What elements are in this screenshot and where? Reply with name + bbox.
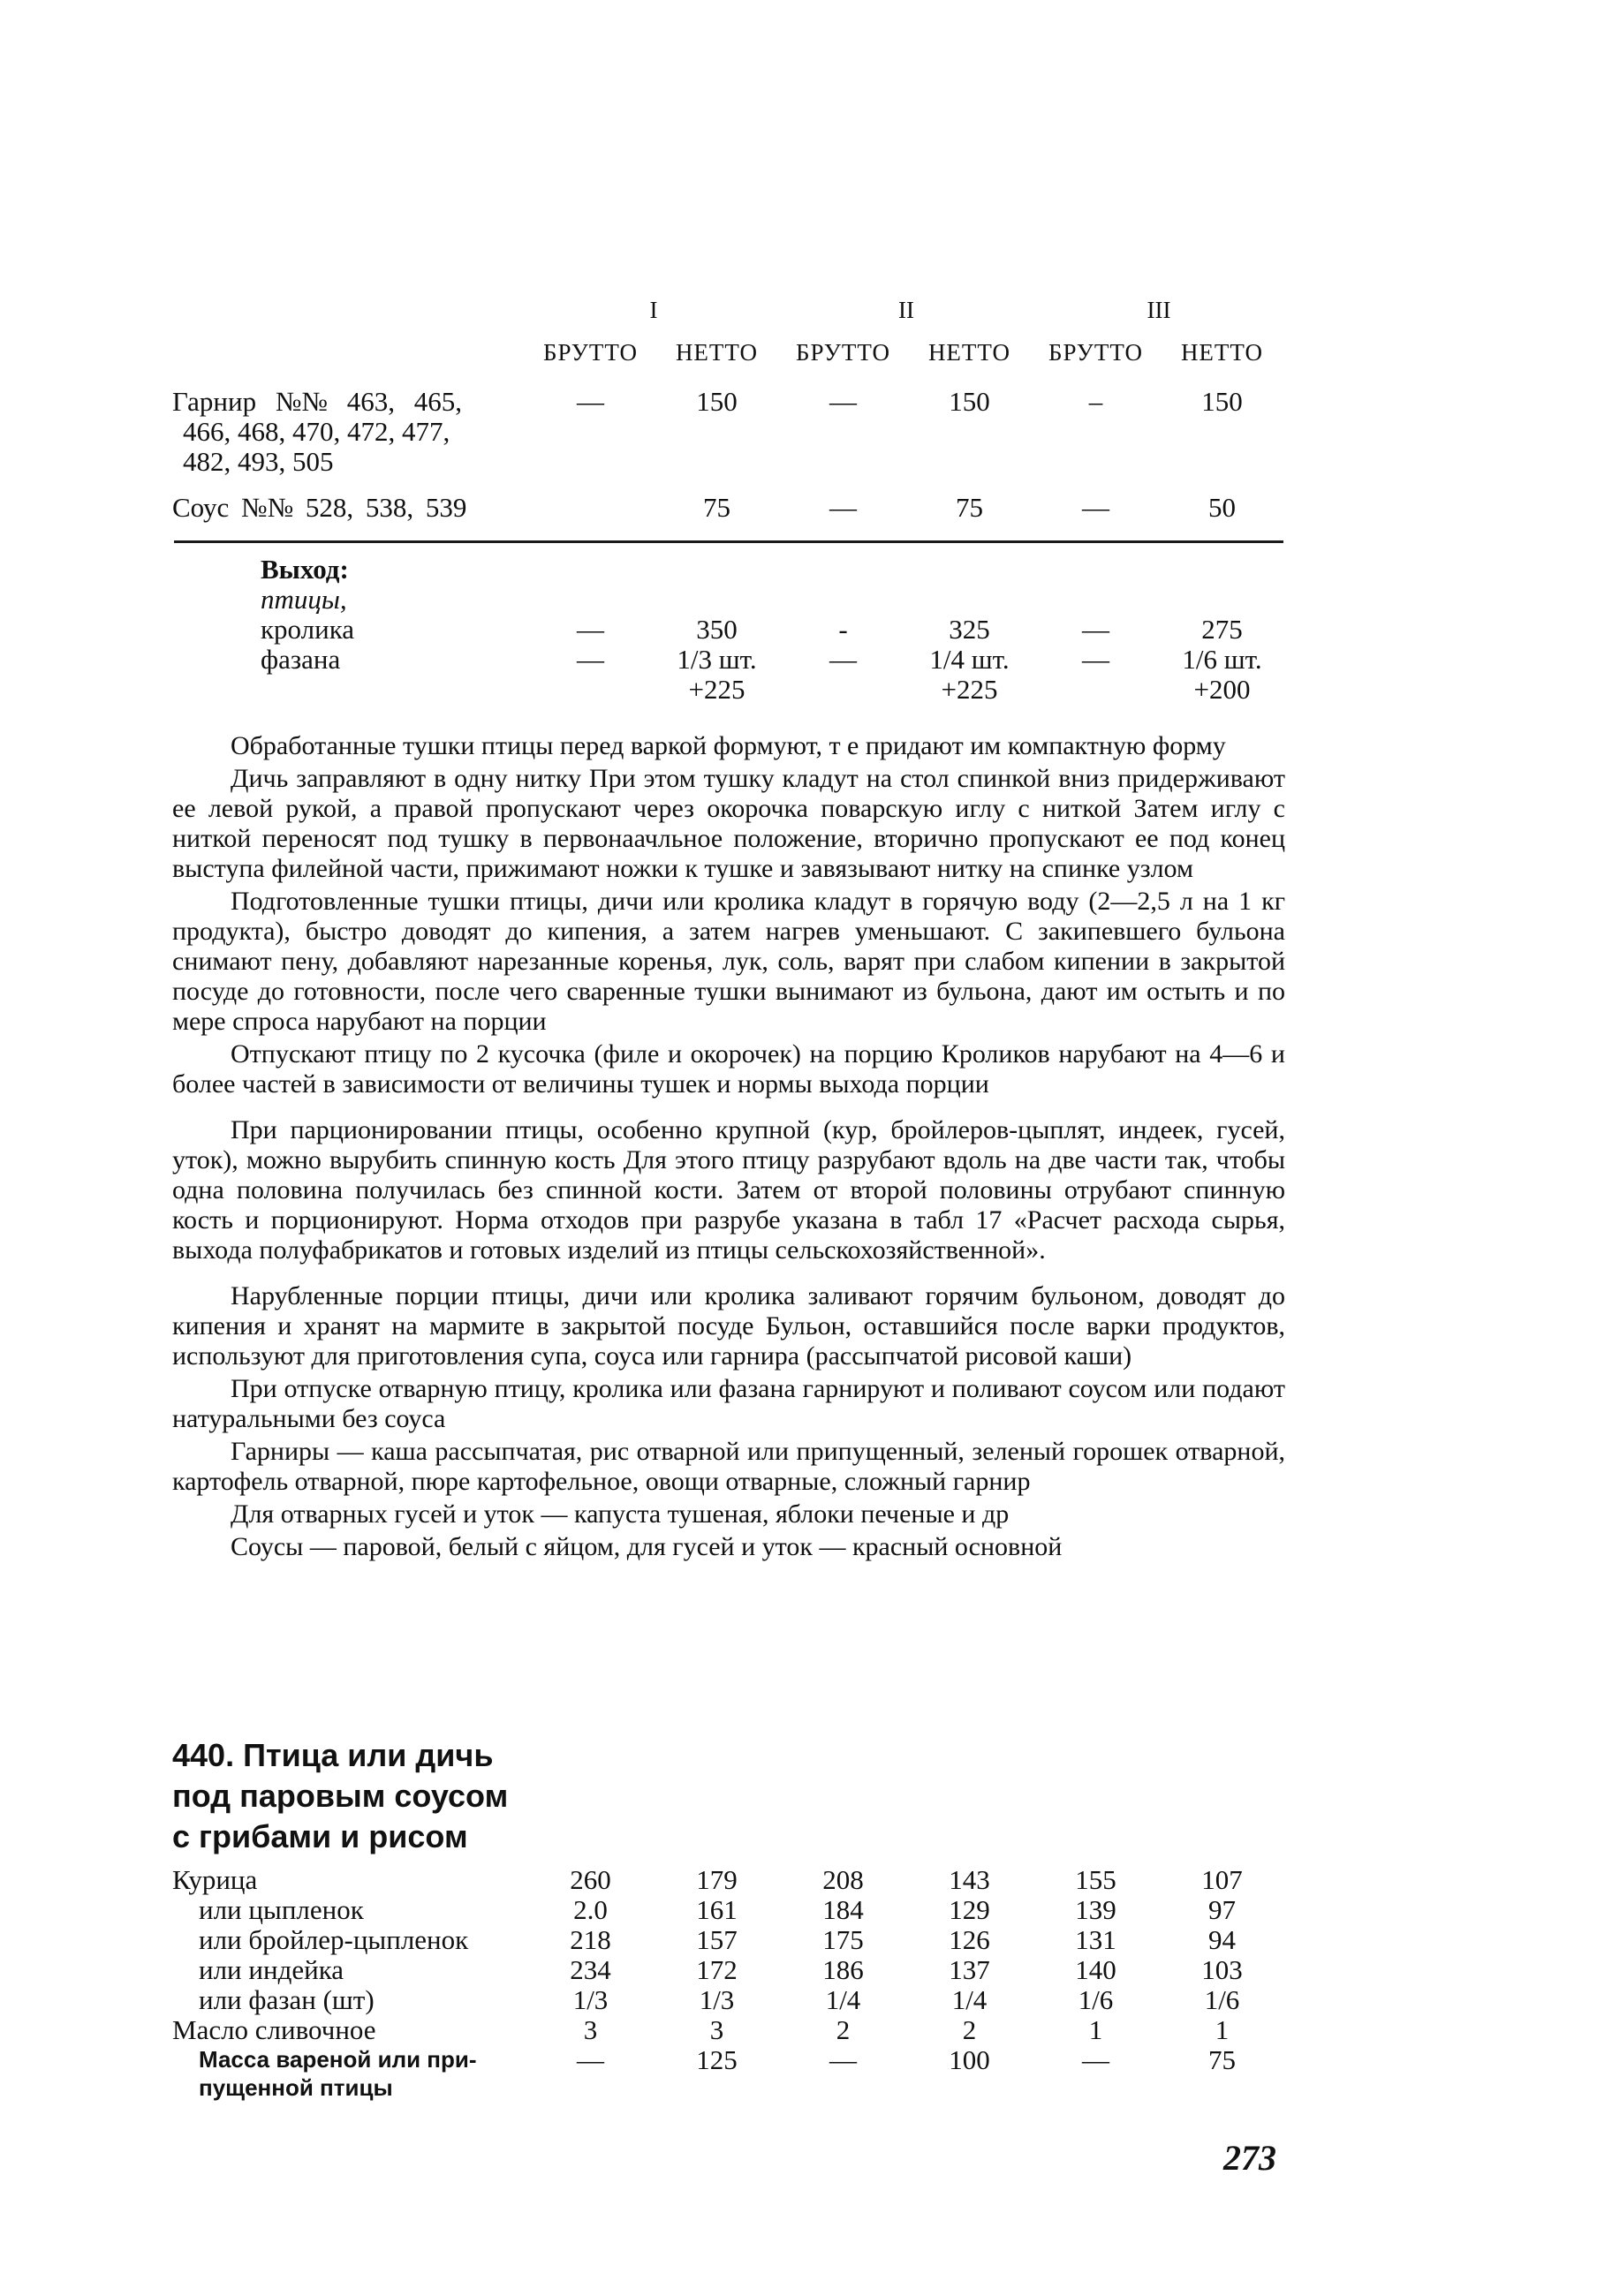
cell: 97 xyxy=(1208,1894,1236,1925)
cell: 139 xyxy=(1075,1894,1116,1925)
cell: 129 xyxy=(949,1894,990,1925)
cell xyxy=(527,493,654,523)
table-row xyxy=(172,645,1285,675)
cell: 1 xyxy=(1088,2014,1103,2045)
cell: — xyxy=(829,2044,857,2075)
cell: 150 xyxy=(1201,386,1243,417)
cell: 75 xyxy=(703,492,730,523)
cell: 1/6 xyxy=(1078,1984,1114,2015)
yield-table xyxy=(172,555,1285,705)
cell: 234 xyxy=(570,1954,611,1985)
paragraph: Дичь заправляют в одну нитку При этом тушку кладут на стол спинкой вниз придерживают ее левой рукой, а правой пропускают через окорочка поварскую иглу с ниткой Затем иглу с ниткой переносят под тушку в первонаачльное положение, вторично пропускают ее под конец выступа филейной части, прижимают ножки к тушке и завязывают нитку на спинке узлом xyxy=(172,764,1285,883)
cell: 131 xyxy=(1075,1924,1116,1955)
paragraph: Отпускают птицу по 2 кусочка (филе и окорочек) на порцию Кроликов нарубают на 4—6 и более частей в зависимости от величины тушек и нормы выхода порции xyxy=(172,1039,1285,1099)
table-row xyxy=(172,1925,1285,1955)
cell: 143 xyxy=(949,1864,990,1895)
cell: +200 xyxy=(1193,674,1251,705)
cell: 103 xyxy=(1201,1954,1243,1985)
cell: 186 xyxy=(822,1954,864,1985)
row-label: или бройлер-цыпленок xyxy=(199,1924,469,1955)
paragraph: При парционировании птицы, особенно крупной (кур, бройлеров-цыплят, индеек, гусей, уток), можно вырубить спинную кость Для этого птицу разрубают вдоль на две части так, чтобы одна половина получилась без спинной кости. Затем от второй половины отрубают спинную кость и порционируют. Норма отходов при разрубе указана в табл 17 «Расчет расхода сырья, выхода полуфабрикатов и готовых изделий из птицы сельскохозяйственной». xyxy=(172,1115,1285,1265)
cell: 150 xyxy=(949,386,990,417)
cell: 1/4 шт. xyxy=(929,644,1010,675)
recipe-table xyxy=(172,1865,1285,2102)
cell: 140 xyxy=(1075,1954,1116,1985)
table-row xyxy=(172,387,1285,477)
recipe-title: 440. Птица или дичь под паровым соусом с грибами и рисом xyxy=(172,1737,509,1854)
table-row xyxy=(172,675,1285,705)
cell: 350 xyxy=(696,614,738,645)
column-header: БРУТТО xyxy=(1048,339,1144,366)
cell: 325 xyxy=(949,614,990,645)
group-numeral-2: II xyxy=(898,297,914,323)
cell: 137 xyxy=(949,1954,990,1985)
cell: 172 xyxy=(696,1954,738,1985)
paragraph: Соусы — паровой, белый с яйцом, для гусей и уток — красный основной xyxy=(231,1532,1063,1561)
cell: 3 xyxy=(583,2014,598,2045)
body-text xyxy=(172,731,1285,1565)
row-label: Гарнир №№ 463, 465, 466, 468, 470, 472, 477, 482, 493, 505 xyxy=(172,386,462,477)
cell: — xyxy=(829,644,857,675)
cell: 275 xyxy=(1201,614,1243,645)
cell: — xyxy=(577,2044,604,2075)
cell: 157 xyxy=(696,1924,738,1955)
paragraph: Для отварных гусей и уток — капуста тушеная, яблоки печеные и др xyxy=(231,1499,1010,1529)
row-label: кролика xyxy=(261,614,355,645)
table-row xyxy=(172,1955,1285,1985)
table-row xyxy=(172,2045,1285,2102)
cell: 94 xyxy=(1208,1924,1236,1955)
cell: 218 xyxy=(570,1924,611,1955)
cell: 107 xyxy=(1201,1864,1243,1895)
table-row xyxy=(172,2015,1285,2045)
row-label: или фазан (шт) xyxy=(199,1984,375,2015)
column-header: БРУТТО xyxy=(795,339,891,366)
cell xyxy=(780,675,906,705)
cell: 125 xyxy=(696,2044,738,2075)
cell: 3 xyxy=(709,2014,724,2045)
page-number: 273 xyxy=(1223,2138,1276,2178)
column-headers xyxy=(172,339,1285,366)
paragraph: Обработанные тушки птицы перед варкой формуют, т е придают им компактную форму xyxy=(231,731,1226,760)
cell: 155 xyxy=(1075,1864,1116,1895)
paragraph: Гарниры — каша рассыпчатая, рис отварной или припущенный, зеленый горошек отварной, картофель отварной, пюре картофельное, овощи отварные, сложный гарнир xyxy=(172,1437,1285,1496)
cell: — xyxy=(829,386,857,417)
paragraph: Нарубленные порции птицы, дичи или кролика заливают горячим бульоном, доводят до кипения и хранят на мармите в закрытой посуде Бульон, оставшийся после варки продуктов, используют для приготовления супа, соуса или гарнира (рассыпчатой рисовой каши) xyxy=(172,1281,1285,1371)
row-label: или цыпленок xyxy=(199,1894,364,1925)
cell: – xyxy=(1088,386,1103,417)
cell: 150 xyxy=(696,386,738,417)
cell: 2 xyxy=(962,2014,977,2045)
row-label: или индейка xyxy=(199,1954,344,1985)
cell: - xyxy=(838,614,848,645)
cell: 100 xyxy=(949,2044,990,2075)
cell: 1/3 шт. xyxy=(677,644,757,675)
table-divider xyxy=(174,540,1283,543)
cell: +225 xyxy=(941,674,998,705)
cell: 1 xyxy=(1215,2014,1230,2045)
cell: — xyxy=(1082,492,1109,523)
yield-title: Выход: xyxy=(261,554,349,585)
cell: 1/3 xyxy=(699,1984,735,2015)
cell: 1/4 xyxy=(825,1984,861,2015)
cell xyxy=(527,675,654,705)
cell: 175 xyxy=(822,1924,864,1955)
column-header: НЕТТО xyxy=(927,339,1011,366)
cell: — xyxy=(1082,614,1109,645)
column-header: НЕТТО xyxy=(1180,339,1264,366)
row-label: Масса вареной или при- пущенной птицы xyxy=(199,2046,477,2101)
cell: 75 xyxy=(956,492,983,523)
cell: 179 xyxy=(696,1864,738,1895)
cell: +225 xyxy=(688,674,745,705)
cell: 260 xyxy=(570,1864,611,1895)
cell: 161 xyxy=(696,1894,738,1925)
cell: 75 xyxy=(1208,2044,1236,2075)
cell: — xyxy=(829,492,857,523)
cell: — xyxy=(577,644,604,675)
cell: 1/3 xyxy=(572,1984,609,2015)
ingredients-table-top xyxy=(172,387,1285,539)
group-numeral-1: I xyxy=(649,297,658,323)
cell: 208 xyxy=(822,1864,864,1895)
row-label: птицы, xyxy=(261,584,347,615)
group-numeral-3: III xyxy=(1147,297,1171,323)
cell: — xyxy=(577,614,604,645)
cell: 1/6 шт. xyxy=(1182,644,1262,675)
cell: 1/4 xyxy=(951,1984,988,2015)
row-label: Курица xyxy=(172,1864,258,1895)
paragraph: При отпуске отварную птицу, кролика или фазана гарнируют и поливают соусом или подают натуральными без соуса xyxy=(172,1374,1285,1433)
table-row xyxy=(172,585,1285,615)
cell: 2.0 xyxy=(573,1894,608,1925)
table-row xyxy=(172,1865,1285,1895)
paragraph: Подготовленные тушки птицы, дичи или кролика кладут в горячую воду (2—2,5 л на 1 кг продукта), быстро доводят до кипения, а затем нагрев уменьшают. С закипевшего бульона снимают пену, добавляют нарезанные коренья, лук, соль, варят при слабом кипении в закрытой посуде до готовности, после чего сваренные тушки вынимают из бульона, дают им остыть и по мере спроса нарубают на порции xyxy=(172,887,1285,1036)
cell: — xyxy=(577,386,604,417)
row-label: Соус №№ 528, 538, 539 xyxy=(172,492,467,523)
cell: 1/6 xyxy=(1204,1984,1240,2015)
table-row xyxy=(172,493,1285,523)
cell: 50 xyxy=(1208,492,1236,523)
cell: 2 xyxy=(836,2014,851,2045)
table-row xyxy=(172,1985,1285,2015)
column-header: НЕТТО xyxy=(675,339,759,366)
table-row xyxy=(172,1895,1285,1925)
cell: — xyxy=(1082,2044,1109,2075)
cell: — xyxy=(1082,644,1109,675)
column-group-numerals xyxy=(172,297,1285,324)
row-label: фазана xyxy=(261,644,341,675)
column-header: БРУТТО xyxy=(542,339,639,366)
cell: 126 xyxy=(949,1924,990,1955)
row-label: Масло сливочное xyxy=(172,2014,376,2045)
cell: 184 xyxy=(822,1894,864,1925)
table-row xyxy=(172,615,1285,645)
cell xyxy=(1033,675,1159,705)
